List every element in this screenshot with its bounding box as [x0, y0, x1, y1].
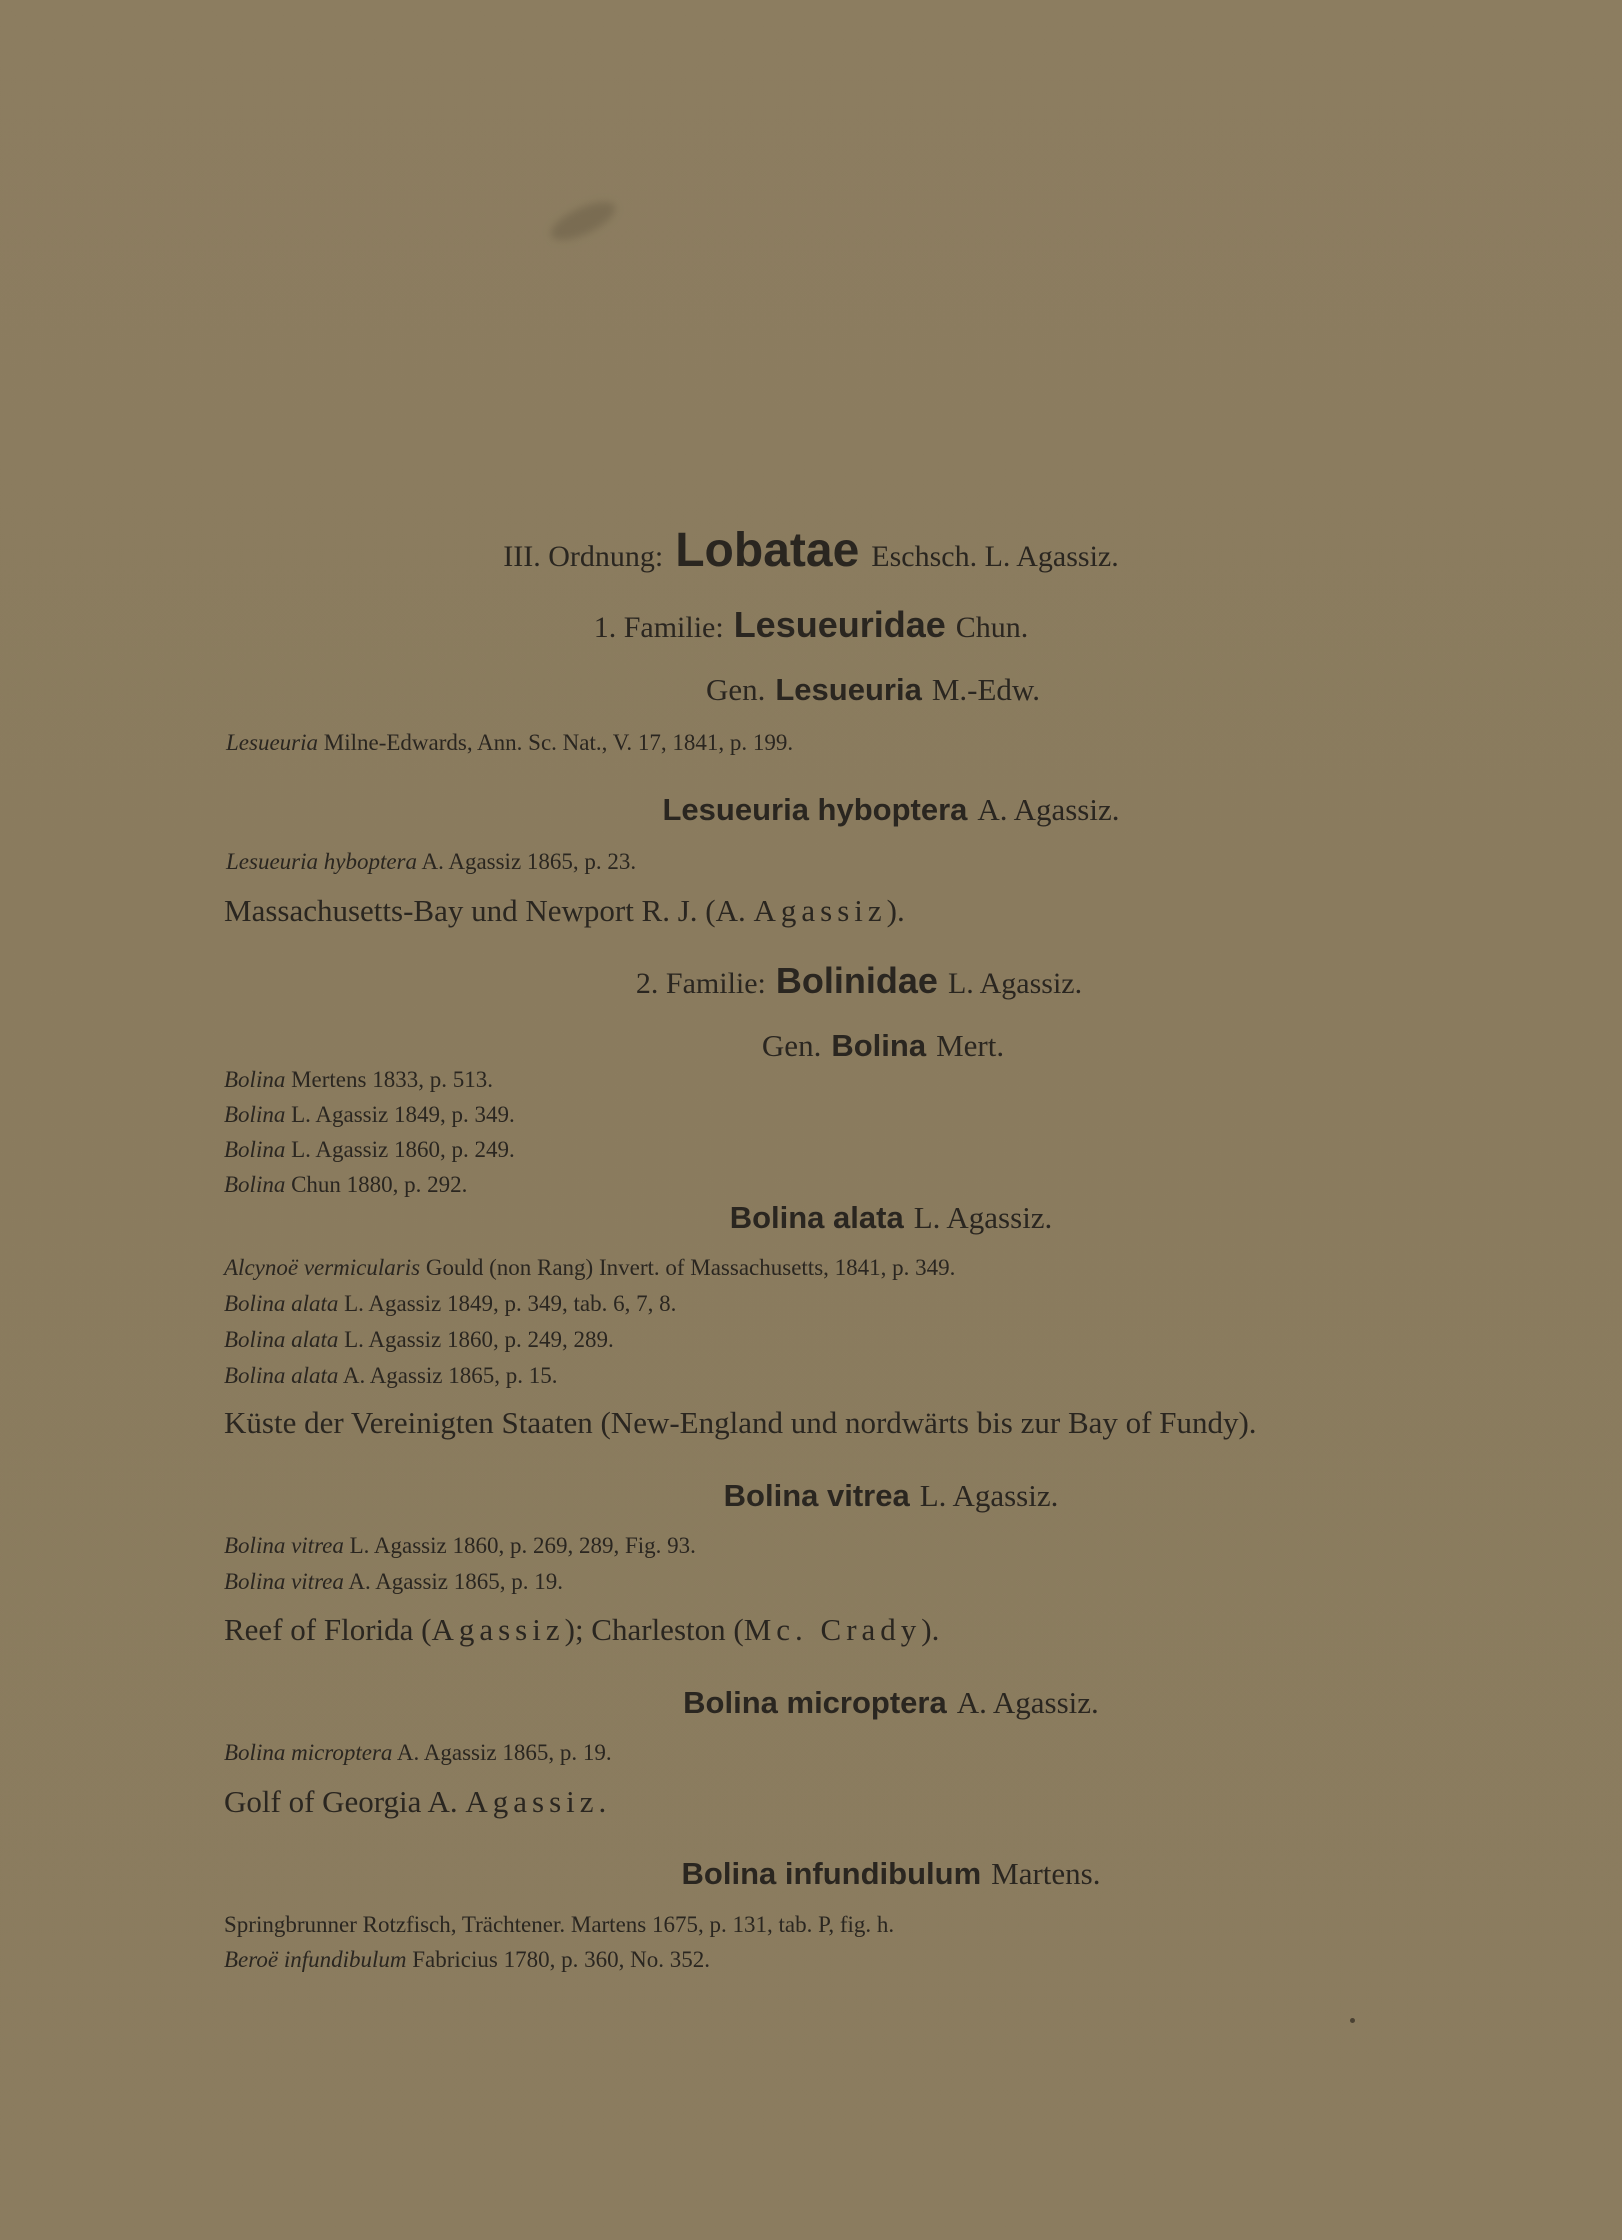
species4-heading	[80, 1685, 1622, 1721]
species5-name: Bolina infundibulum	[681, 1856, 982, 1891]
species4-authority: A. Agassiz.	[956, 1685, 1099, 1720]
species2-heading	[80, 1200, 1622, 1236]
ref-text: L. Agassiz 1860, p. 249, 289.	[344, 1327, 614, 1352]
genus1-heading	[62, 672, 1622, 708]
species3-ref	[224, 1533, 696, 1559]
order-heading	[0, 523, 1622, 578]
ref-text: Mertens 1833, p. 513.	[291, 1067, 493, 1092]
ref-text: Milne-Edwards, Ann. Sc. Nat., V. 17, 1841, p. 199.	[323, 730, 794, 755]
ref-text: Fabricius 1780, p. 360, No. 352.	[412, 1947, 710, 1972]
order-prefix: III. Ordnung:	[503, 540, 664, 573]
species4-locality	[224, 1784, 611, 1820]
species5-heading	[80, 1856, 1622, 1892]
page-smudge	[546, 194, 620, 247]
genus2-heading	[72, 1028, 1622, 1064]
species2-locality: Küste der Vereinigten Staaten (New-England und nordwärts bis zur Bay of Fundy).	[224, 1405, 1257, 1440]
locality-author: Agassiz	[753, 893, 887, 928]
ref-text: A. Agassiz 1865, p. 19.	[348, 1569, 564, 1594]
order-name: Lobatae	[675, 524, 860, 577]
species3-heading	[80, 1478, 1622, 1514]
order-authority: Eschsch. L. Agassiz.	[871, 540, 1119, 573]
species2-authority: L. Agassiz.	[913, 1200, 1053, 1235]
genus2-authority: Mert.	[936, 1028, 1005, 1063]
ref-taxon: Lesueuria	[226, 730, 318, 755]
family1-authority: Chun.	[955, 611, 1029, 644]
family1-name: Lesueuridae	[733, 604, 946, 645]
family2-name: Bolinidae	[775, 960, 938, 1001]
locality-text: Massachusetts-Bay und Newport R. J. (A.	[224, 893, 746, 928]
ref-text: Gould (non Rang) Invert. of Massachusetts, 1841, p. 349.	[425, 1255, 956, 1280]
species1-ref	[226, 849, 636, 875]
ref-taxon: Bolina alata	[224, 1327, 339, 1352]
species3-name: Bolina vitrea	[723, 1478, 910, 1513]
locality-text: Reef of Florida (	[224, 1612, 432, 1647]
species3-locality	[224, 1612, 939, 1648]
ref-taxon: Lesueuria hyboptera	[226, 849, 418, 874]
ref-text: L. Agassiz 1860, p. 249.	[291, 1137, 515, 1162]
genus1-prefix: Gen.	[705, 672, 766, 707]
locality-author: Agassiz	[431, 1612, 565, 1647]
ref-taxon: Bolina	[224, 1102, 286, 1127]
ref-text: A. Agassiz 1865, p. 23.	[421, 849, 637, 874]
family2-authority: L. Agassiz.	[947, 967, 1083, 1000]
species2-ref	[224, 1327, 614, 1353]
ref-text: A. Agassiz 1865, p. 19.	[396, 1740, 612, 1765]
genus1-authority: M.-Edw.	[931, 672, 1041, 707]
locality-text: ); Charleston (	[564, 1612, 744, 1647]
species1-locality	[224, 893, 905, 929]
genus2-ref	[224, 1137, 515, 1163]
species2-ref	[224, 1255, 955, 1281]
locality-author: Mc. Crady	[743, 1612, 922, 1647]
ref-taxon: Bolina microptera	[224, 1740, 393, 1765]
species3-ref	[224, 1569, 563, 1595]
species4-ref	[224, 1740, 612, 1766]
ref-text: Chun 1880, p. 292.	[291, 1172, 468, 1197]
family1-heading	[0, 604, 1622, 646]
family2-heading	[48, 960, 1622, 1002]
species2-name: Bolina alata	[729, 1200, 904, 1235]
species5-ref	[224, 1912, 894, 1938]
genus2-ref	[224, 1172, 467, 1198]
ref-taxon: Bolina alata	[224, 1291, 339, 1316]
ref-taxon: Bolina	[224, 1137, 286, 1162]
genus2-name: Bolina	[831, 1028, 927, 1063]
species3-authority: L. Agassiz.	[919, 1478, 1059, 1513]
ref-taxon: Bolina	[224, 1172, 286, 1197]
species2-ref	[224, 1363, 558, 1389]
ref-taxon: Bolina	[224, 1067, 286, 1092]
ref-taxon: Bolina vitrea	[224, 1569, 344, 1594]
ref-text: A. Agassiz 1865, p. 15.	[342, 1363, 558, 1388]
genus1-ref	[226, 730, 793, 756]
locality-text: Golf of Georgia A.	[224, 1784, 458, 1819]
ink-speck	[1350, 2018, 1355, 2023]
family2-prefix: 2. Familie:	[635, 967, 766, 1000]
locality-author: Agassiz.	[465, 1784, 612, 1819]
ref-taxon: Beroë infundibulum	[224, 1947, 407, 1972]
species2-ref	[224, 1291, 676, 1317]
locality-text-end: ).	[921, 1612, 940, 1647]
genus1-name: Lesueuria	[775, 672, 922, 707]
ref-taxon: Bolina alata	[224, 1363, 339, 1388]
species1-name: Lesueuria hyboptera	[662, 792, 968, 827]
ref-text: Springbrunner Rotzfisch, Trächtener. Martens 1675, p. 131, tab. P, fig. h.	[224, 1912, 895, 1937]
genus2-ref	[224, 1067, 493, 1093]
ref-taxon: Bolina vitrea	[224, 1533, 344, 1558]
locality-text-end: ).	[886, 893, 905, 928]
ref-text: L. Agassiz 1849, p. 349.	[291, 1102, 515, 1127]
species5-ref	[224, 1947, 710, 1973]
family1-prefix: 1. Familie:	[593, 611, 724, 644]
species1-heading	[80, 792, 1622, 828]
species4-name: Bolina microptera	[683, 1685, 947, 1720]
species1-authority: A. Agassiz.	[977, 792, 1120, 827]
ref-text: L. Agassiz 1860, p. 269, 289, Fig. 93.	[349, 1533, 696, 1558]
ref-text: L. Agassiz 1849, p. 349, tab. 6, 7, 8.	[344, 1291, 677, 1316]
genus2-prefix: Gen.	[761, 1028, 822, 1063]
species5-authority: Martens.	[991, 1856, 1101, 1891]
ref-taxon: Alcynoë vermicularis	[224, 1255, 421, 1280]
genus2-ref	[224, 1102, 515, 1128]
